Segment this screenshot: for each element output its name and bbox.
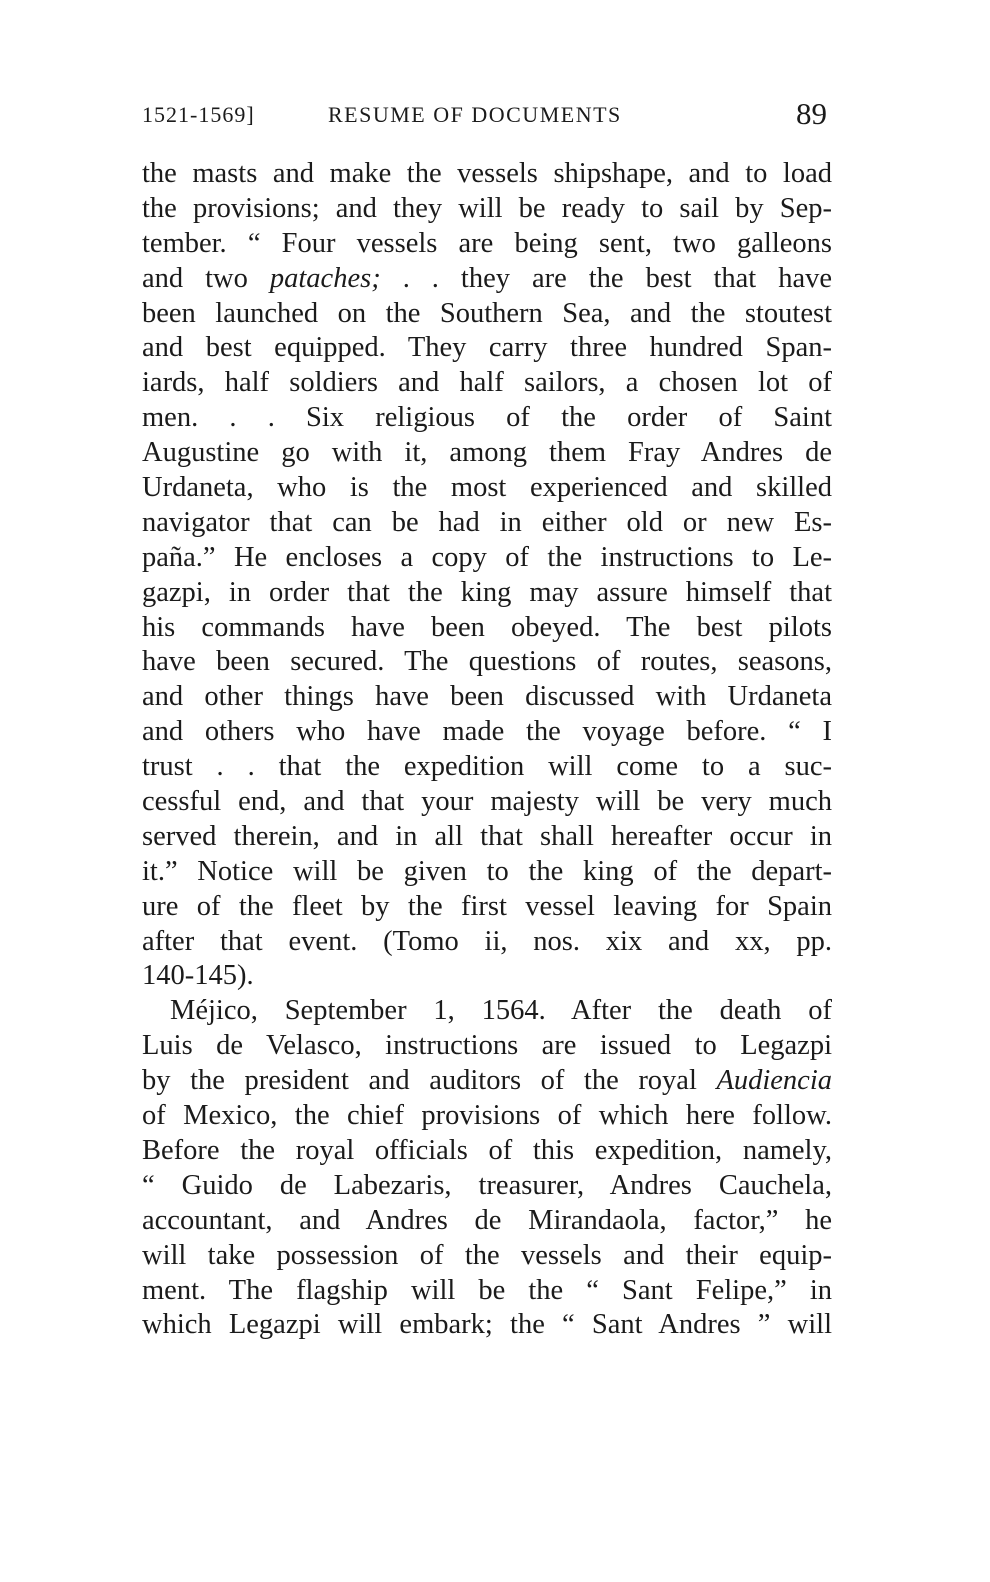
text-line xyxy=(142,1064,832,1099)
text-segment: and two xyxy=(142,262,270,294)
text-segment: . . they are the best that have xyxy=(380,262,832,294)
text-line: trust . . that the expedition will come to a suc- xyxy=(142,751,832,783)
text-line: after that event. (Tomo ii, nos. xix and xx, pp. xyxy=(142,925,832,957)
text-line: which Legazpi will embark; the “ Sant Andres ” will xyxy=(142,1309,832,1341)
text-line: of Mexico, the chief provisions of which here follow. xyxy=(142,1100,832,1132)
text-line: his commands have been obeyed. The best pilots xyxy=(142,611,832,643)
text-line: Augustine go with it, among them Fray Andres de xyxy=(142,437,832,469)
text-segment: by the president and auditors of the royal xyxy=(142,1065,717,1097)
text-line: 140-145). xyxy=(142,960,254,992)
text-line: ment. The flagship will be the “ Sant Felipe,” in xyxy=(142,1274,832,1306)
text-line: cessful end, and that your majesty will be very much xyxy=(142,786,832,818)
text-line: tember. “ Four vessels are being sent, two galleons xyxy=(142,227,832,259)
text-line: paña.” He encloses a copy of the instructions to Le- xyxy=(142,541,832,573)
text-line: Luis de Velasco, instructions are issued to Legazpi xyxy=(142,1030,832,1062)
text-line: and best equipped. They carry three hundred Span- xyxy=(142,332,832,364)
text-line: gazpi, in order that the king may assure himself that xyxy=(142,576,832,608)
italic-term: pataches; xyxy=(269,262,381,294)
italic-term: Audiencia xyxy=(716,1065,832,1097)
text-line: and other things have been discussed with Urdaneta xyxy=(142,681,832,713)
text-line: the masts and make the vessels shipshape, and to load xyxy=(142,158,832,189)
text-line: ure of the fleet by the first vessel leaving for Spain xyxy=(142,890,832,922)
text-line: been launched on the Southern Sea, and the stoutest xyxy=(142,297,832,329)
text-line: served therein, and in all that shall hereafter occur in xyxy=(142,820,832,852)
running-head xyxy=(142,96,827,136)
text-line: will take possession of the vessels and their equip- xyxy=(142,1239,832,1271)
text-line: accountant, and Andres de Mirandaola, factor,” he xyxy=(142,1204,832,1236)
text-line: Méjico, September 1, 1564. After the death of xyxy=(170,995,832,1027)
text-line: “ Guido de Labezaris, treasurer, Andres Cauchela, xyxy=(142,1169,832,1201)
text-line: have been secured. The questions of routes, seasons, xyxy=(142,646,832,678)
text-line: it.” Notice will be given to the king of the depart- xyxy=(142,855,832,887)
text-line: and others who have made the voyage before. “ I xyxy=(142,716,832,748)
text-line: men. . . Six religious of the order of Saint xyxy=(142,402,832,434)
text-line: navigator that can be had in either old or new Es- xyxy=(142,506,832,538)
body-text xyxy=(142,157,832,1343)
text-line: iards, half soldiers and half sailors, a chosen lot of xyxy=(142,367,832,399)
page-number: 89 xyxy=(796,96,827,131)
text-line xyxy=(142,262,832,297)
header-title: RESUME OF DOCUMENTS xyxy=(328,102,622,127)
header-years: 1521-1569] xyxy=(142,102,255,127)
text-line: the provisions; and they will be ready to sail by Sep- xyxy=(142,192,832,224)
text-line: Before the royal officials of this expedition, namely, xyxy=(142,1134,832,1166)
text-line: Urdaneta, who is the most experienced and skilled xyxy=(142,472,832,504)
